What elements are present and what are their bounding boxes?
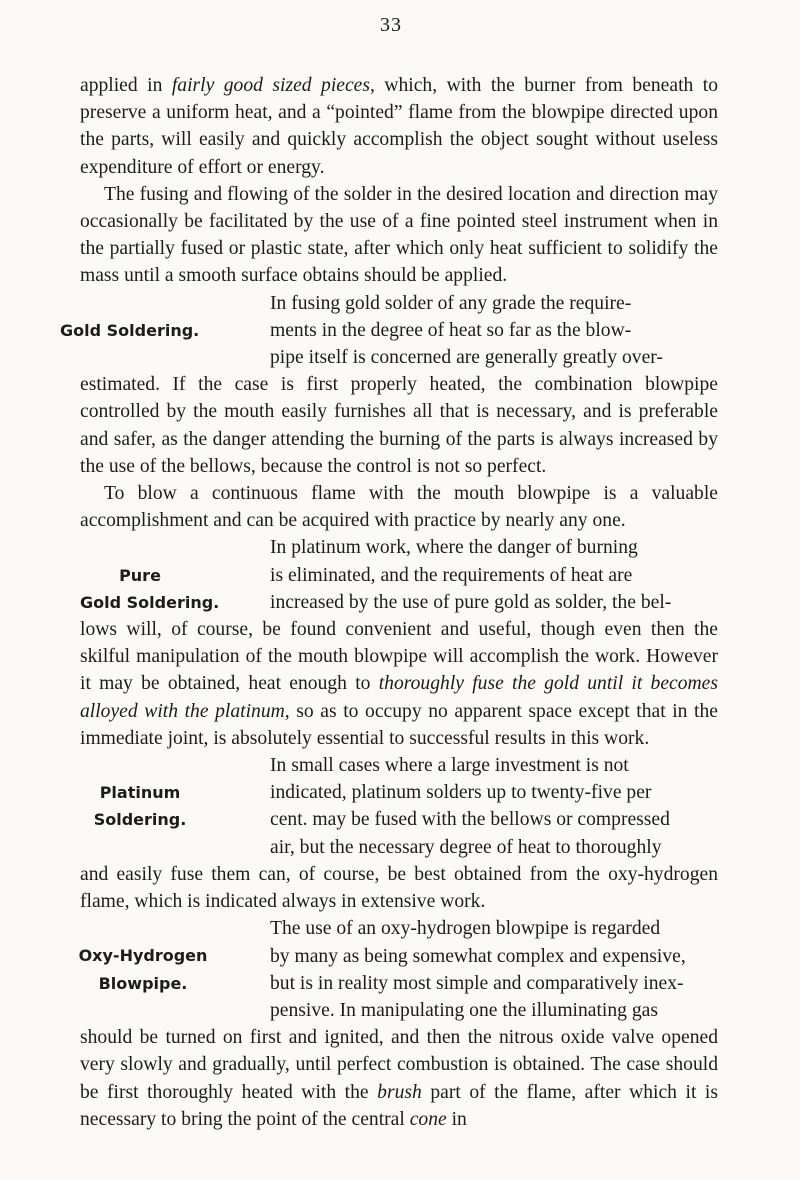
italic-word: brush [377, 1081, 422, 1103]
paragraph: In platinum work, where the danger of burning is eliminated, and the requirements of heat are increased by the use of pure gold as solder, the bel- [270, 537, 672, 613]
section-gold-soldering [60, 290, 718, 480]
section-oxy-hydrogen-blowpipe [80, 915, 718, 1133]
side-heading-platinum-soldering: Platinum Soldering. [93, 783, 187, 830]
paragraph: In fusing gold solder of any grade the require- ments in the degree of heat so far as the blow- pipe itself is concerned are generally greatly over- [270, 292, 663, 369]
side-heading-pure-gold-soldering: Pure Gold Soldering. [80, 565, 220, 612]
italic-phrase: thoroughly fuse the gold until it becomes alloyed with the platinum, [80, 673, 718, 722]
paragraph: applied in fairly good sized pieces, which, with the burner from beneath to preserve a uniform heat, and a “pointed” flame from the blowpipe directed upon the parts, will easily and quickly accomplish the object sought without useless expenditure of effort or energy. [80, 75, 718, 178]
page-number: 33 [380, 14, 402, 36]
paragraph-continuation: lows will, of course, be found convenient and useful, though even then the skilful manipulation of the mouth blowpipe will accomplish the work. However it may be obtained, heat enough to thoroughly fuse the gold until it becomes alloyed with the platinum, so as to occupy no apparent space except that in the immediate joint, is absolutely essential to successful results in this work. [80, 619, 718, 749]
side-heading-oxy-hydrogen-blowpipe: Oxy-Hydrogen Blowpipe. [78, 946, 208, 993]
section-platinum-soldering [80, 752, 718, 915]
italic-word: cone [409, 1108, 447, 1130]
paragraph-continuation: should be turned on first and ignited, and then the nitrous oxide valve opened very slowly and gradually, until perfect combustion is obtained. The case should be first thoroughly heated with the brush part of the flame, after which it is necessary to bring the point of the central cone in [80, 1027, 718, 1130]
paragraph: The use of an oxy-hydrogen blowpipe is regarded by many as being somewhat complex and expensive, but is in reality most simple and comparatively inex- pensive. In manipulating one the illuminating gas [270, 918, 686, 1021]
paragraph: In small cases where a large investment is not indicated, platinum solders up to twenty-five per cent. may be fused with the bellows or compressed air, but the necessary degree of heat to thoroughly [270, 755, 670, 858]
paragraph: To blow a continuous flame with the mouth blowpipe is a valuable accomplishment and can be acquired with practice by nearly any one. [80, 483, 718, 532]
section-pure-gold-soldering [80, 534, 718, 752]
side-heading-gold-soldering: Gold Soldering. [60, 320, 200, 340]
paragraph-continuation: and easily fuse them can, of course, be best obtained from the oxy-hydrogen flame, which is indicated always in extensive work. [80, 863, 718, 913]
paragraph: The fusing and flowing of the solder in the desired location and direction may occasionally be facilitated by the use of a fine pointed steel instrument when in the partially fused or plastic state, after which only heat sufficient to solidify the mass until a smooth surface obtains should be applied. [80, 183, 718, 287]
body-text [60, 72, 718, 1133]
italic-phrase: fairly good sized pieces, [171, 75, 375, 96]
paragraph-continuation: estimated. If the case is first properly heated, the combination blowpipe controlled by the mouth easily furnishes all that is necessary, and is preferable and safer, as the danger attending the burning of the parts is always increased by the use of the bellows, because the control is not so perfect. [80, 374, 718, 477]
